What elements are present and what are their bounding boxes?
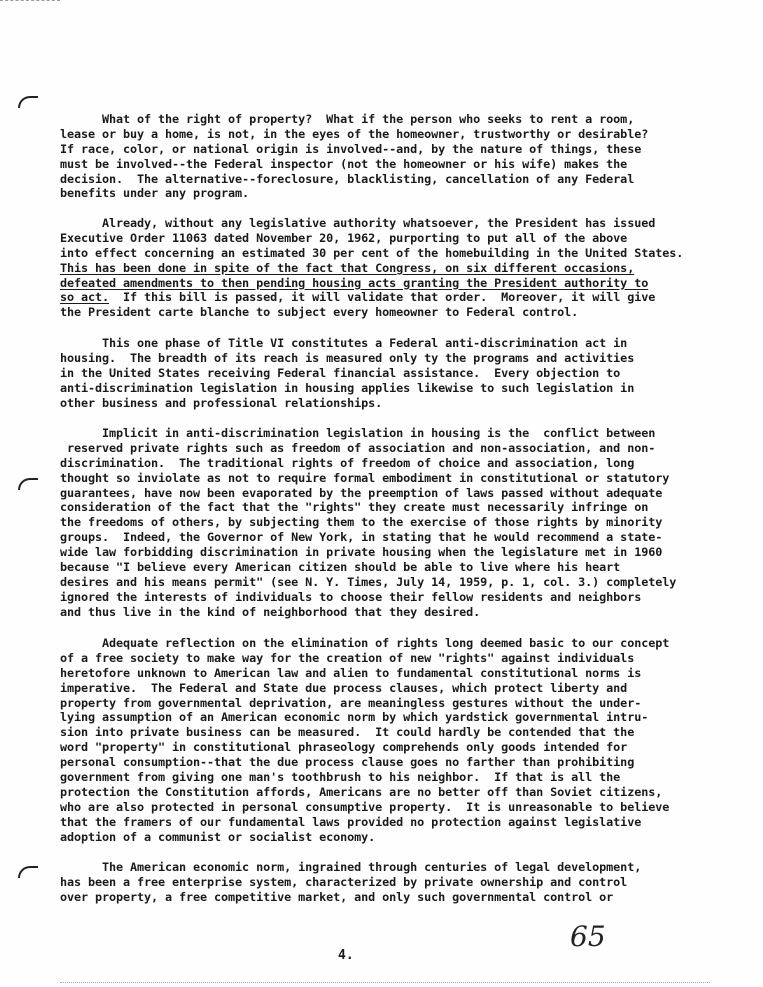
text-line: consideration of the fact that the "rights" they create must necessarily infringe on <box>60 500 649 515</box>
text-line: because "I believe every American citizen should be able to live where his heart <box>60 560 621 575</box>
text-line: sion into private business can be measured. It could hardly be contended that the <box>60 725 635 740</box>
text-line: other business and professional relationships. <box>60 395 383 410</box>
text-line: groups. Indeed, the Governor of New York, in stating that he would recommend a state- <box>60 530 663 545</box>
underlined-fragment: so act. <box>60 290 110 305</box>
text-line: wide law forbidding discrimination in private housing when the legislature met in 1960 <box>60 545 663 560</box>
text-line: personal consumption--that the due process clause goes no farther than prohibiting <box>60 755 635 770</box>
text-line: of a free society to make way for the creation of new "rights" against individuals <box>60 650 635 665</box>
text-line: discrimination. The traditional rights of freedom of choice and association, long <box>60 455 635 470</box>
underlined-line: defeated amendments to then pending housing acts granting the President authority to <box>60 275 649 290</box>
paragraph-adequate-reflection <box>60 636 720 844</box>
paragraph-property <box>60 112 720 201</box>
text-line: thought so inviolate as not to require formal embodiment in constitutional or statutory <box>60 470 670 485</box>
text-line: What of the right of property? What if the person who seeks to rent a room, <box>60 112 635 126</box>
margin-mark <box>18 866 38 878</box>
top-edge-mark <box>0 0 60 1</box>
margin-mark <box>18 96 38 108</box>
paragraph-implicit-conflict <box>60 426 720 620</box>
text-line: Already, without any legislative authority whatsoever, the President has issued <box>60 216 656 230</box>
text-line: Executive Order 11063 dated November 20, 1962, purporting to put all of the above <box>60 230 628 245</box>
text-line: word "property" in constitutional phraseology comprehends only goods intended for <box>60 740 628 755</box>
text-line: Adequate reflection on the elimination of rights long deemed basic to our concept <box>60 636 670 650</box>
text-line: If race, color, or national origin is involved--and, by the nature of things, these <box>60 141 642 156</box>
text-line: benefits under any program. <box>60 186 250 201</box>
text-line: and thus live in the kind of neighborhood that they desired. <box>60 604 481 619</box>
text-line: This one phase of Title VI constitutes a Federal anti-discrimination act in <box>60 336 628 350</box>
text-line: The American economic norm, ingrained through centuries of legal development, <box>60 860 642 874</box>
text-line: property from governmental deprivation, are meaningless gestures without the under- <box>60 695 642 710</box>
text-line: has been a free enterprise system, characterized by private ownership and control <box>60 874 628 889</box>
text-line <box>60 290 720 305</box>
paragraph-title-vi <box>60 336 720 410</box>
text-line: the freedoms of others, by subjecting them to the exercise of those rights by minority <box>60 515 663 530</box>
text-line: over property, a free competitive market, and only such governmental control or <box>60 889 614 904</box>
text-line: housing. The breadth of its reach is measured only ty the programs and activities <box>60 350 635 365</box>
text-line: adoption of a communist or socialist economy. <box>60 829 376 844</box>
text-line: ignored the interests of individuals to choose their fellow residents and neighbors <box>60 589 642 604</box>
margin-mark <box>18 478 38 490</box>
text-line: must be involved--the Federal inspector (not the homeowner or his wife) makes the <box>60 156 628 171</box>
text-line: guarantees, have now been evaporated by the preemption of laws passed without adequate <box>60 485 663 500</box>
paragraph-economic-norm <box>60 860 720 905</box>
text-line: heretofore unknown to American law and alien to fundamental constitutional norms is <box>60 665 642 680</box>
text-line: in the United States receiving Federal financial assistance. Every objection to <box>60 365 621 380</box>
text-line: decision. The alternative--foreclosure, blacklisting, cancellation of any Federal <box>60 171 635 186</box>
text-line: lying assumption of an American economic norm by which yardstick governmental intru- <box>60 710 649 725</box>
text-line: Implicit in anti-discrimination legislation in housing is the conflict between <box>60 426 656 440</box>
text-line: government from giving one man's toothbrush to his neighbor. If that is all the <box>60 770 621 785</box>
bottom-edge-mark <box>60 982 710 983</box>
page-number: 4. <box>338 948 354 963</box>
text-line: lease or buy a home, is not, in the eyes of the homeowner, trustworthy or desirable? <box>60 126 649 141</box>
text-line: anti-discrimination legislation in housing applies likewise to such legislation in <box>60 380 635 395</box>
text-line: imperative. The Federal and State due process clauses, which protect liberty and <box>60 680 628 695</box>
text-fragment: If this bill is passed, it will validate that order. Moreover, it will give <box>109 290 656 305</box>
text-line: reserved private rights such as freedom of association and non-association, and non- <box>60 440 656 455</box>
underlined-line: This has been done in spite of the fact that Congress, on six different occasions, <box>60 260 635 275</box>
paragraph-executive-order <box>60 216 720 320</box>
text-line: into effect concerning an estimated 30 per cent of the homebuilding in the United States. <box>60 245 684 260</box>
handwritten-page-number: 65 <box>570 920 606 953</box>
text-line: desires and his means permit" (see N. Y. Times, July 14, 1959, p. 1, col. 3.) completely <box>60 574 677 589</box>
text-line: the President carte blanche to subject every homeowner to Federal control. <box>60 305 579 320</box>
text-line: that the framers of our fundamental laws provided no protection against legislative <box>60 814 642 829</box>
text-line: who are also protected in personal consumptive property. It is unreasonable to believe <box>60 799 670 814</box>
text-line: protection the Constitution affords, Americans are no better off than Soviet citizens, <box>60 784 663 799</box>
